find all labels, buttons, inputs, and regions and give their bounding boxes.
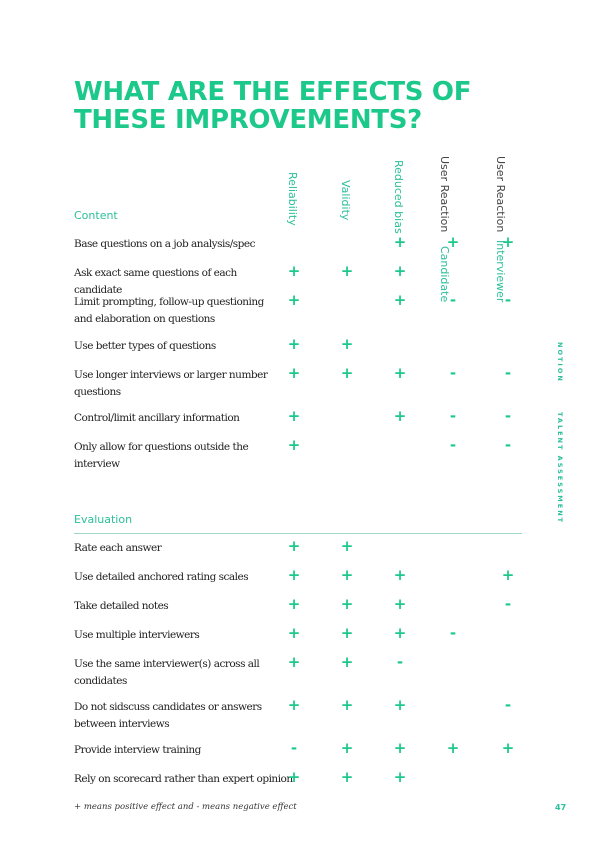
section-heading-content: Content	[74, 209, 118, 222]
column-label: User Reaction	[438, 156, 451, 233]
mark-reliability: +	[287, 768, 301, 786]
mark-validity: +	[340, 262, 354, 280]
mark-reduced-bias: +	[393, 262, 407, 280]
row-label: Use longer interviews or larger number questions	[74, 369, 268, 398]
side-label-section: TALENT ASSESSMENT	[556, 412, 564, 525]
mark-reliability: +	[287, 262, 301, 280]
mark-reliability: +	[287, 537, 301, 555]
row-label: Base questions on a job analysis/spec	[74, 238, 255, 250]
mark-reduced-bias: +	[393, 407, 407, 425]
mark-reliability: +	[287, 364, 301, 382]
mark-validity: +	[340, 595, 354, 613]
mark-validity: +	[340, 696, 354, 714]
column-label: Reduced bias	[392, 160, 405, 234]
mark-reduced-bias: -	[396, 653, 404, 671]
column-header-reliability	[286, 172, 299, 226]
title-line-1: WHAT ARE THE EFFECTS OF	[74, 77, 472, 107]
row-label: Take detailed notes	[74, 600, 169, 612]
row-label: Ask exact same questions of each candidate	[74, 267, 237, 296]
column-header-interviewer-reaction	[494, 156, 507, 303]
row-label: Use better types of questions	[74, 340, 216, 352]
mark-reduced-bias: +	[393, 233, 407, 251]
mark-interviewer: +	[501, 739, 515, 757]
mark-interviewer: -	[504, 407, 512, 425]
mark-validity: +	[340, 624, 354, 642]
mark-candidate: +	[446, 739, 460, 757]
row-label: Provide interview training	[74, 744, 201, 756]
row-label: Do not sidscuss candidates or answers between interviews	[74, 701, 262, 730]
mark-reliability: +	[287, 436, 301, 454]
mark-interviewer: +	[501, 566, 515, 584]
mark-candidate: -	[449, 407, 457, 425]
side-label-brand: NOTION	[556, 342, 564, 383]
mark-reliability: +	[287, 335, 301, 353]
mark-interviewer: -	[504, 436, 512, 454]
row-label: Rely on scorecard rather than expert opinion	[74, 773, 293, 785]
mark-validity: +	[340, 566, 354, 584]
mark-reduced-bias: +	[393, 566, 407, 584]
mark-reduced-bias: +	[393, 291, 407, 309]
column-label: Validity	[339, 180, 352, 221]
mark-reliability: -	[290, 739, 298, 757]
column-sublabel: Interviewer	[494, 240, 507, 303]
mark-interviewer: +	[501, 233, 515, 251]
mark-validity: +	[340, 768, 354, 786]
mark-reliability: +	[287, 566, 301, 584]
mark-reduced-bias: +	[393, 595, 407, 613]
mark-interviewer: -	[504, 696, 512, 714]
row-label: Use the same interviewer(s) across all condidates	[74, 658, 260, 687]
mark-reliability: +	[287, 696, 301, 714]
page-title	[74, 78, 471, 134]
mark-reduced-bias: +	[393, 696, 407, 714]
row-label: Limit prompting, follow-up questioning and elaboration on questions	[74, 296, 264, 325]
mark-validity: +	[340, 739, 354, 757]
mark-reliability: +	[287, 624, 301, 642]
mark-validity: +	[340, 335, 354, 353]
mark-interviewer: -	[504, 291, 512, 309]
row-label: Rate each answer	[74, 542, 162, 554]
title-line-2: THESE IMPROVEMENTS?	[74, 105, 422, 135]
row-label: Use multiple interviewers	[74, 629, 200, 641]
mark-candidate: +	[446, 233, 460, 251]
row-label: Control/limit ancillary information	[74, 412, 240, 424]
mark-validity: +	[340, 537, 354, 555]
column-header-reduced-bias	[392, 160, 405, 234]
mark-reliability: +	[287, 291, 301, 309]
mark-reliability: +	[287, 595, 301, 613]
mark-reliability: +	[287, 653, 301, 671]
mark-reduced-bias: +	[393, 739, 407, 757]
mark-interviewer: -	[504, 595, 512, 613]
mark-candidate: -	[449, 364, 457, 382]
column-header-candidate-reaction	[438, 156, 451, 303]
mark-candidate: -	[449, 436, 457, 454]
mark-candidate: -	[449, 291, 457, 309]
column-sublabel: Candidate	[438, 246, 451, 303]
mark-reduced-bias: +	[393, 768, 407, 786]
section-divider	[74, 533, 522, 534]
row-label: Only allow for questions outside the interview	[74, 441, 249, 470]
mark-reliability: +	[287, 407, 301, 425]
row-label: Use detailed anchored rating scales	[74, 571, 249, 583]
mark-interviewer: -	[504, 364, 512, 382]
legend-footnote: + means positive effect and - means negative effect	[74, 802, 297, 812]
column-label: User Reaction	[494, 156, 507, 233]
section-heading-evaluation: Evaluation	[74, 513, 133, 526]
mark-reduced-bias: +	[393, 364, 407, 382]
mark-validity: +	[340, 653, 354, 671]
mark-reduced-bias: +	[393, 624, 407, 642]
mark-candidate: -	[449, 624, 457, 642]
column-header-validity	[339, 180, 352, 220]
column-label: Reliability	[286, 172, 299, 226]
mark-validity: +	[340, 364, 354, 382]
page-number: 47	[555, 803, 567, 812]
